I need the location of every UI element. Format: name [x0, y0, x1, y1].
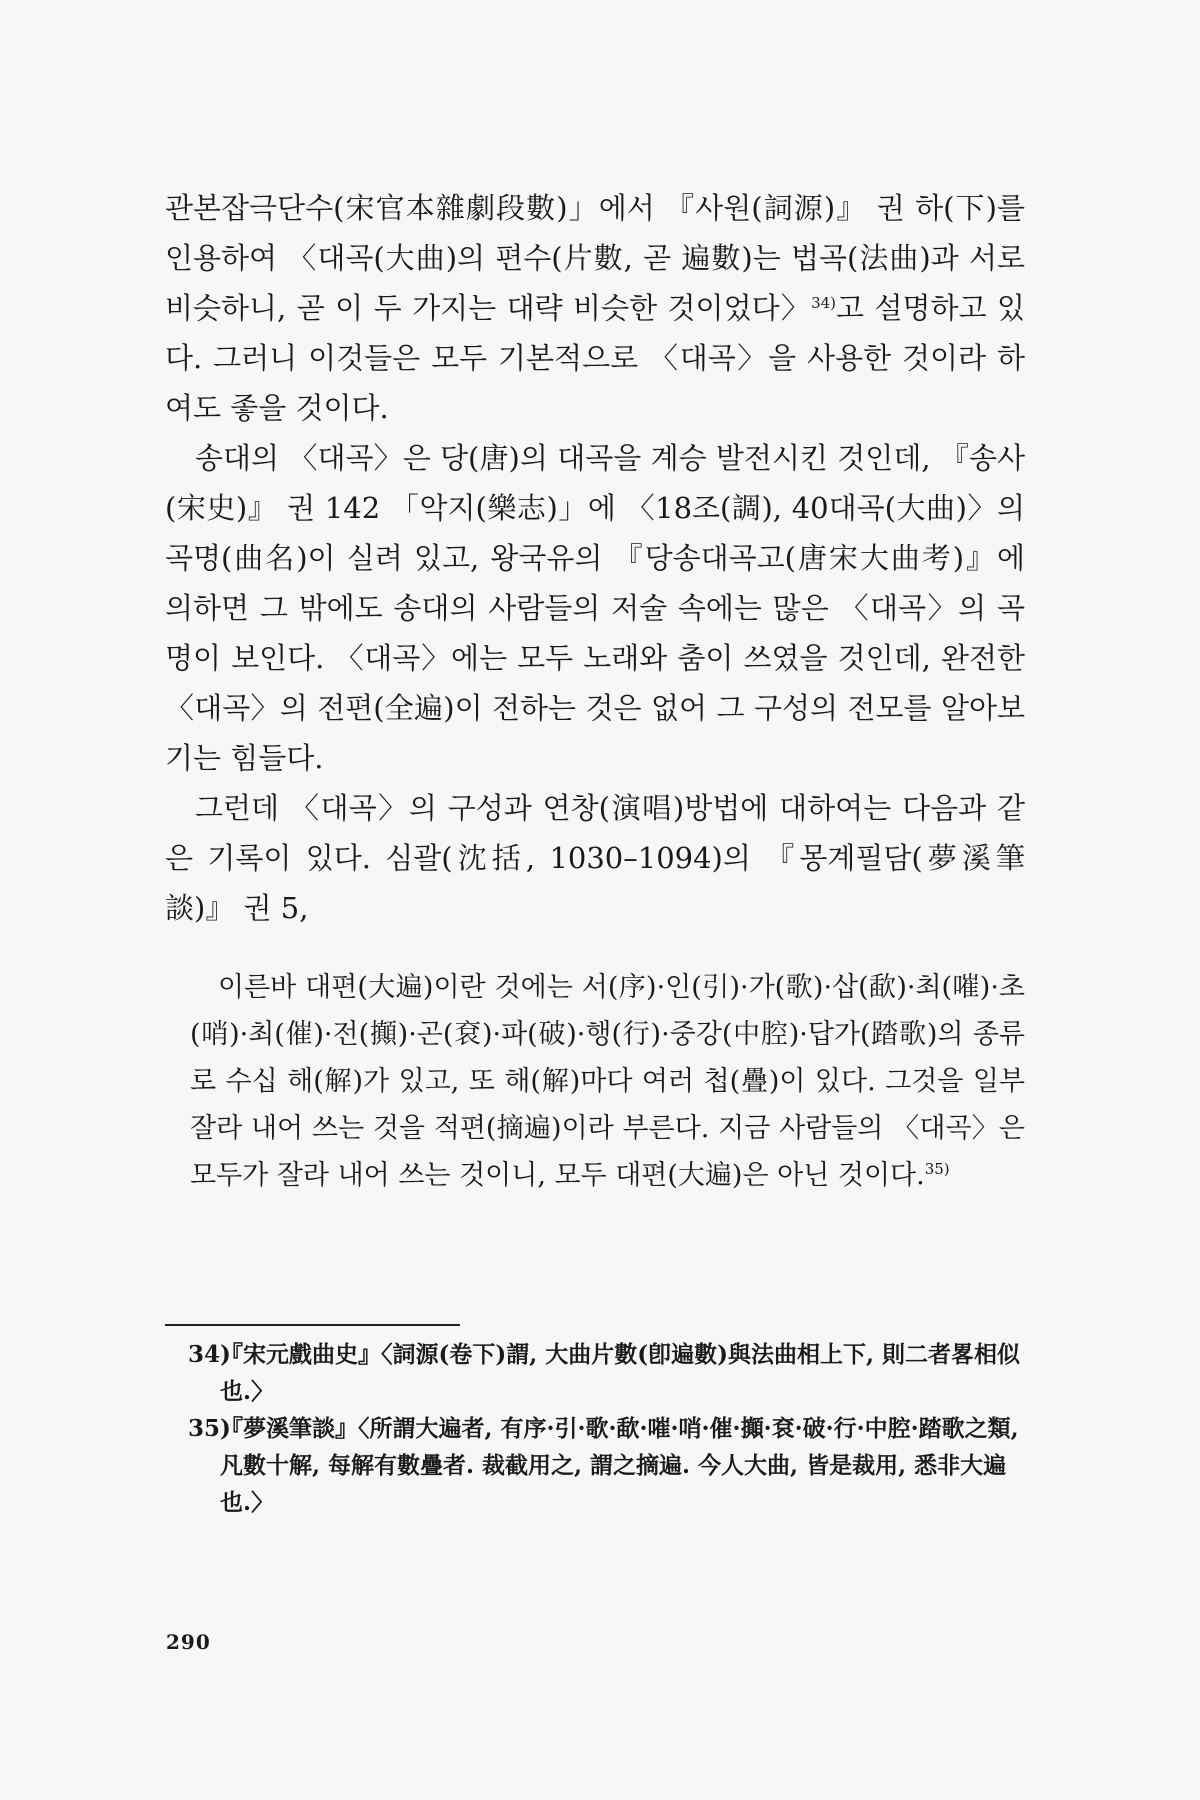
quote-text: 이른바 대편(大遍)이란 것에는 서(序)·인(引)·가(歌)·삽(歃)·최(嗺)·초(哨)·최(催)·전(攧)·곤(袞)·파(破)·행(行)·중강(中腔)·답가(踏歌)의 종류로 수십 해(解)가 있고, 또 해(解)마다 여러 첩(疊)이 있다. 그것을 일부 잘라 내어 쓰는 것을 적편(摘遍)이라 부른다. 지금 사람들의 〈대곡〉은 모두가 잘라 내어 쓰는 것이니, 모두 대편(大遍)은 아닌 것이다.: [190, 972, 1025, 1191]
quote-paragraph: [190, 964, 1025, 1199]
footnote-ref-34: 34): [811, 294, 837, 312]
page-number: 290: [166, 1630, 211, 1654]
footnote-divider: [165, 1324, 460, 1326]
footnote-number: 35): [188, 1415, 231, 1442]
body-paragraph-1: [165, 183, 1025, 433]
block-quote: [190, 964, 1025, 1199]
paragraph-1-text-cont: 고 설명하고 있다. 그러니 이것들은 모두 기본적으로 〈대곡〉을 사용한 것이라 하여도 좋을 것이다.: [165, 291, 1025, 425]
footnote-ref-35: 35): [924, 1160, 950, 1178]
footnotes: [190, 1336, 1025, 1521]
footnote-number: 34): [188, 1341, 231, 1368]
body-paragraph-3: 그런데 〈대곡〉의 구성과 연창(演唱)방법에 대하여는 다음과 같은 기록이 있다. 심괄(沈括, 1030–1094)의 『몽계필담(夢溪筆談)』 권 5,: [165, 791, 1025, 925]
footnote-35: [190, 1410, 1025, 1521]
paragraph-1-text: 관본잡극단수(宋官本雜劇段數)」에서 『사원(詞源)』 권 하(下)를 인용하여 〈대곡(大曲)의 편수(片數, 곧 遍數)는 법곡(法曲)과 서로 비슷하니, 곧 이 두 가지는 대략 비슷한 것이었다〉: [165, 191, 1025, 325]
footnote-text: 『宋元戲曲史』〈詞源(卷下)謂, 大曲片數(卽遍數)與法曲相上下, 則二者畧相似也.〉: [220, 1341, 1021, 1405]
main-body-text: [165, 183, 1025, 933]
body-paragraph-2: 송대의 〈대곡〉은 당(唐)의 대곡을 계승 발전시킨 것인데, 『송사(宋史)』 권 142 「악지(樂志)」에 〈18조(調), 40대곡(大曲)〉의 곡명(曲名)이 실려 있고, 왕국유의 『당송대곡고(唐宋大曲考)』에 의하면 그 밖에도 송대의 사람들의 저술 속에는 많은 〈대곡〉의 곡명이 보인다. 〈대곡〉에는 모두 노래와 춤이 쓰였을 것인데, 완전한 〈대곡〉의 전편(全遍)이 전하는 것은 없어 그 구성의 전모를 알아보기는 힘들다.: [165, 441, 1025, 775]
footnote-34: [190, 1336, 1025, 1410]
footnote-text: 『夢溪筆談』〈所謂大遍者, 有序·引·歌·歃·嗺·哨·催·攧·袞·破·行·中腔·踏歌之類, 凡數十解, 每解有數疊者. 裁截用之, 謂之摘遍. 今人大曲, 皆是裁用, 悉非大遍也.〉: [220, 1415, 1019, 1516]
